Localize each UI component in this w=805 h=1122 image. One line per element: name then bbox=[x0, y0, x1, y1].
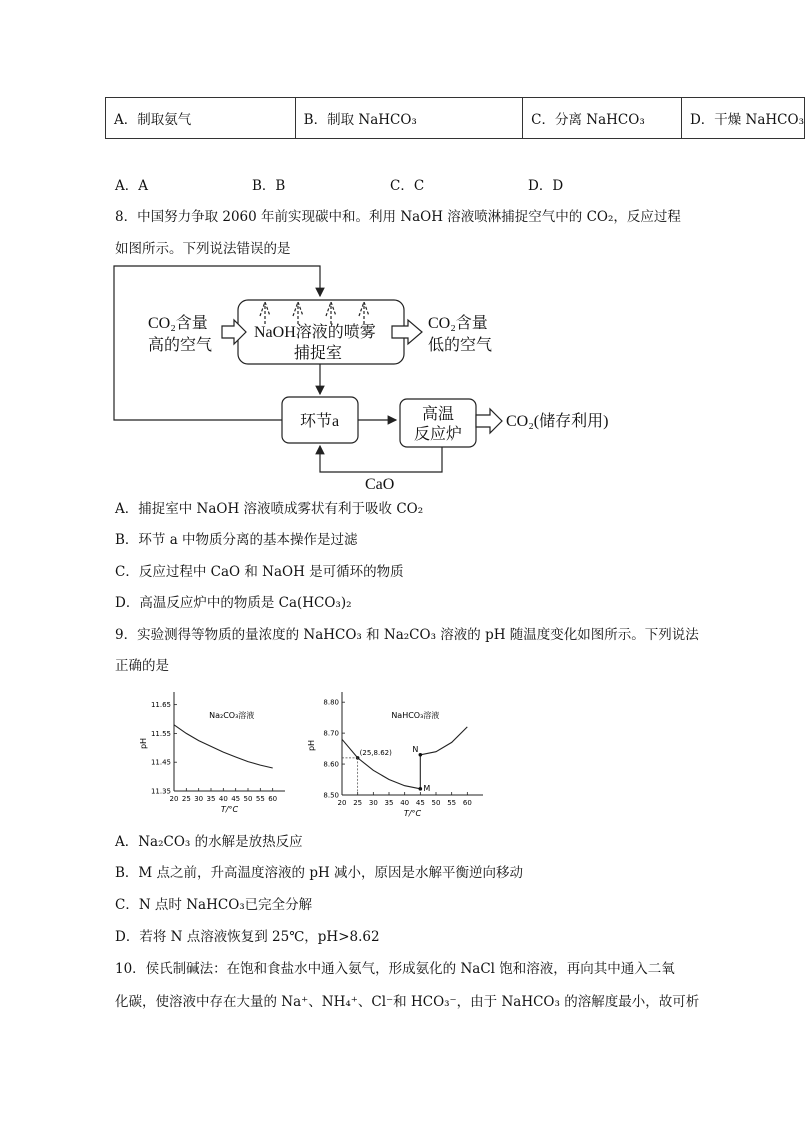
q9-stem-line2: 正确的是 bbox=[115, 658, 169, 674]
q10-line2: 化碳，使溶液中存在大量的 Na⁺、NH₄⁺、Cl⁻和 HCO₃⁻，由于 NaHCO₃ 的溶解度最小，故可析 bbox=[115, 994, 700, 1010]
y-tick-label: 8.50 bbox=[323, 791, 339, 800]
q8-option-a[interactable]: A．捕捉室中 NaOH 溶液喷成雾状有利于吸收 CO₂ bbox=[115, 501, 424, 517]
y-axis-label: pH bbox=[307, 739, 316, 752]
q9-option-c[interactable]: C．N 点时 NaHCO₃已完全分解 bbox=[115, 897, 313, 913]
y-tick-label: 8.60 bbox=[323, 760, 339, 769]
q7-options-table bbox=[105, 97, 805, 139]
co2-capture-flow-diagram bbox=[110, 262, 630, 494]
chamber-label-line2: 捕捉室 bbox=[294, 345, 343, 362]
x-tick-label: 60 bbox=[268, 795, 278, 803]
y-tick-label: 11.35 bbox=[150, 787, 171, 796]
x-tick-label: 55 bbox=[447, 799, 457, 807]
y-tick-label: 11.65 bbox=[150, 701, 171, 710]
x-tick-label: 55 bbox=[255, 795, 265, 803]
chart-title: Na₂CO₃溶液 bbox=[209, 711, 255, 720]
x-tick-label: 60 bbox=[462, 799, 472, 807]
data-point bbox=[419, 787, 423, 791]
x-tick-label: 40 bbox=[400, 799, 410, 807]
na2co3-ph-chart bbox=[140, 688, 290, 823]
q8-option-b[interactable]: B．环节 a 中物质分离的基本操作是过滤 bbox=[115, 532, 358, 548]
series-line bbox=[342, 727, 467, 789]
output-hollow-arrow-icon bbox=[392, 320, 422, 344]
q10-line1: 10．侯氏制碱法：在饱和食盐水中通入氨气，形成氨化的 NaCl 饱和溶液，再向其中通入二氧 bbox=[115, 961, 675, 977]
x-tick-label: 35 bbox=[384, 799, 394, 807]
chamber-label-line1: NaOH溶液的喷雾 bbox=[254, 324, 376, 341]
q9-option-b[interactable]: B．M 点之前，升高温度溶液的 pH 减小，原因是水解平衡逆向移动 bbox=[115, 865, 524, 881]
output-label-line1: CO₂含量 bbox=[428, 315, 488, 332]
data-point bbox=[419, 753, 423, 757]
nahco3-ph-chart bbox=[298, 688, 488, 823]
x-tick-label: 25 bbox=[353, 799, 363, 807]
q7-answer-a[interactable]: A．A bbox=[115, 178, 148, 194]
q9-option-d[interactable]: D．若将 N 点溶液恢复到 25℃，pH>8.62 bbox=[115, 929, 380, 945]
q8-option-c[interactable]: C．反应过程中 CaO 和 NaOH 是可循环的物质 bbox=[115, 564, 404, 580]
input-hollow-arrow-icon bbox=[222, 320, 246, 344]
furnace-label-line1: 高温 bbox=[422, 406, 455, 423]
x-tick-label: 50 bbox=[431, 799, 441, 807]
y-tick-label: 8.70 bbox=[323, 729, 339, 738]
q8-option-d[interactable]: D．高温反应炉中的物质是 Ca(HCO₃)₂ bbox=[115, 595, 352, 611]
input-label-line2: 高的空气 bbox=[148, 337, 213, 354]
x-tick-label: 20 bbox=[337, 799, 347, 807]
point-annotation: M bbox=[423, 783, 431, 793]
point-annotation: (25,8.62) bbox=[359, 748, 392, 757]
x-tick-label: 45 bbox=[415, 799, 425, 807]
y-tick-label: 11.45 bbox=[150, 758, 171, 767]
q7-table-cell-c: C．分离 NaHCO₃ bbox=[523, 98, 682, 139]
q7-table-cell-d: D．干燥 NaHCO₃ bbox=[681, 98, 804, 139]
x-tick-label: 40 bbox=[218, 795, 228, 803]
chart-title: NaHCO₃溶液 bbox=[391, 711, 440, 720]
q7-answer-c[interactable]: C．C bbox=[390, 178, 425, 194]
x-tick-label: 45 bbox=[231, 795, 241, 803]
y-tick-label: 8.80 bbox=[323, 698, 339, 707]
q7-answer-b[interactable]: B．B bbox=[252, 178, 286, 194]
x-tick-label: 35 bbox=[206, 795, 216, 803]
x-axis-label: T/°C bbox=[220, 805, 239, 814]
y-tick-label: 11.55 bbox=[150, 729, 171, 738]
product-hollow-arrow-icon bbox=[476, 409, 502, 433]
q8-stem-line2: 如图所示。下列说法错误的是 bbox=[115, 241, 291, 257]
output-label-line2: 低的空气 bbox=[428, 337, 493, 354]
x-axis-label: T/°C bbox=[403, 809, 422, 818]
q7-answer-d[interactable]: D．D bbox=[528, 178, 564, 194]
step-a-label: 环节a bbox=[300, 413, 340, 430]
q9-option-a[interactable]: A．Na₂CO₃ 的水解是放热反应 bbox=[115, 834, 303, 850]
y-axis-label: pH bbox=[139, 737, 148, 750]
cao-recycle-arrow bbox=[320, 446, 442, 472]
q8-stem-line1: 8．中国努力争取 2060 年前实现碳中和。利用 NaOH 溶液喷淋捕捉空气中的 CO₂，反应过程 bbox=[115, 209, 681, 225]
x-tick-label: 50 bbox=[243, 795, 253, 803]
x-tick-label: 20 bbox=[169, 795, 179, 803]
series-line bbox=[174, 725, 273, 768]
point-annotation: N bbox=[412, 744, 419, 754]
q7-table-cell-b: B．制取 NaHCO₃ bbox=[295, 98, 523, 139]
input-label-line1: CO₂含量 bbox=[148, 315, 208, 332]
q7-table-cell-a: A．制取氨气 bbox=[106, 98, 296, 139]
cao-label: CaO bbox=[365, 476, 395, 493]
furnace-label-line2: 反应炉 bbox=[414, 426, 463, 443]
q9-stem-line1: 9．实验测得等物质的量浓度的 NaHCO₃ 和 Na₂CO₃ 溶液的 pH 随温度变化如图所示。下列说法 bbox=[115, 627, 699, 643]
x-tick-label: 30 bbox=[368, 799, 378, 807]
x-tick-label: 30 bbox=[194, 795, 204, 803]
spray-icon bbox=[260, 302, 369, 324]
product-label: CO₂(储存利用) bbox=[506, 413, 609, 430]
x-tick-label: 25 bbox=[181, 795, 191, 803]
